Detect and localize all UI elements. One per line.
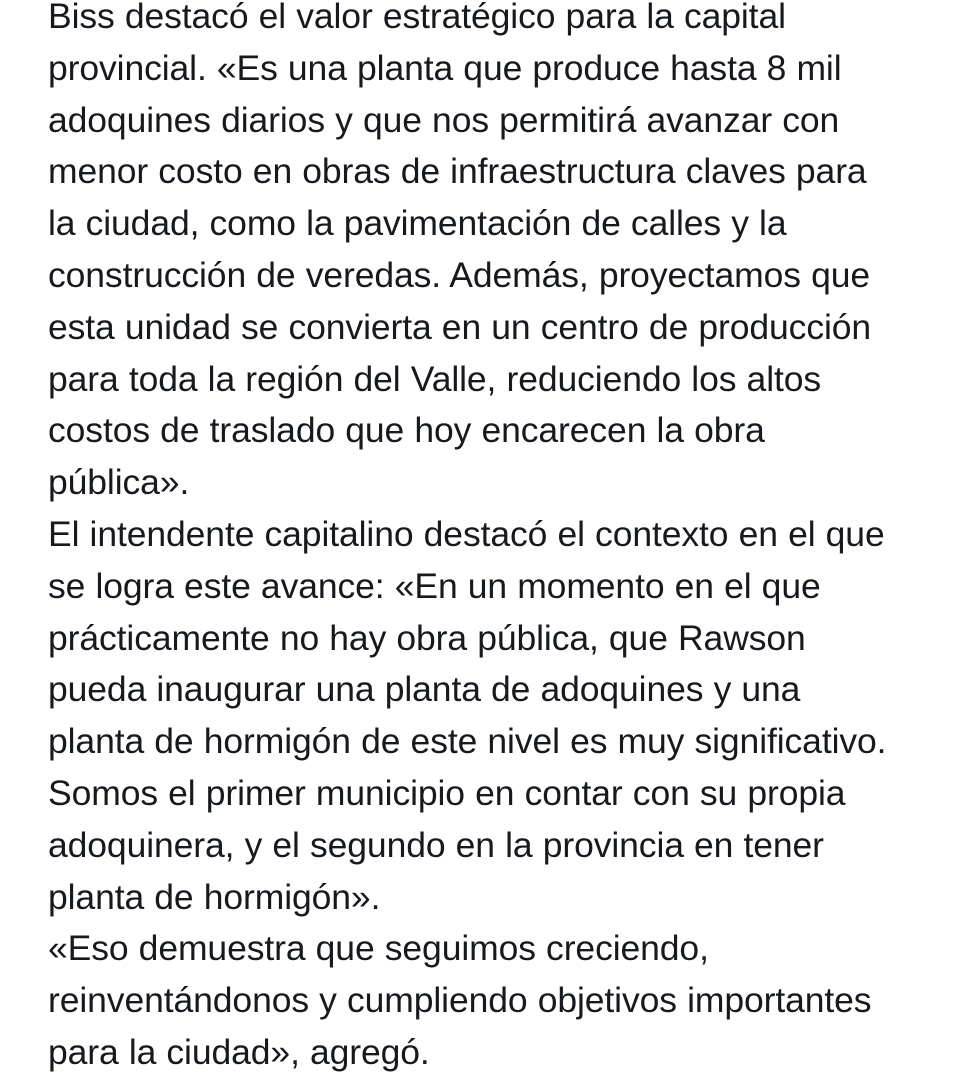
article-body (48, 0, 900, 1079)
article-paragraph-1: Biss destacó el valor estratégico para la capital provincial. «Es una planta que produce hasta 8 mil adoquines diarios y que nos permitirá avanzar con menor costo en obras de infraestructura claves para la ciudad, como la pavimentación de calles y la construcción de veredas. Además, proyectamos que esta unidad se convierta en un centro de producción para toda la región del Valle, reduciendo los altos costos de traslado que hoy encarecen la obra pública». (48, 0, 872, 503)
article-paragraph-2: El intendente capitalino destacó el contexto en el que se logra este avance: «En un momento en el que prácticamente no hay obra pública, que Rawson pueda inaugurar una planta de adoquines y una planta de hormigón de este nivel es muy significativo. Somos el primer municipio en contar con su propia adoquinera, y el segundo en la provincia en tener planta de hormigón». (48, 513, 887, 917)
article-paragraph-3: «Eso demuestra que seguimos creciendo, reinventándonos y cumpliendo objetivos importantes para la ciudad», agregó. (48, 928, 872, 1072)
